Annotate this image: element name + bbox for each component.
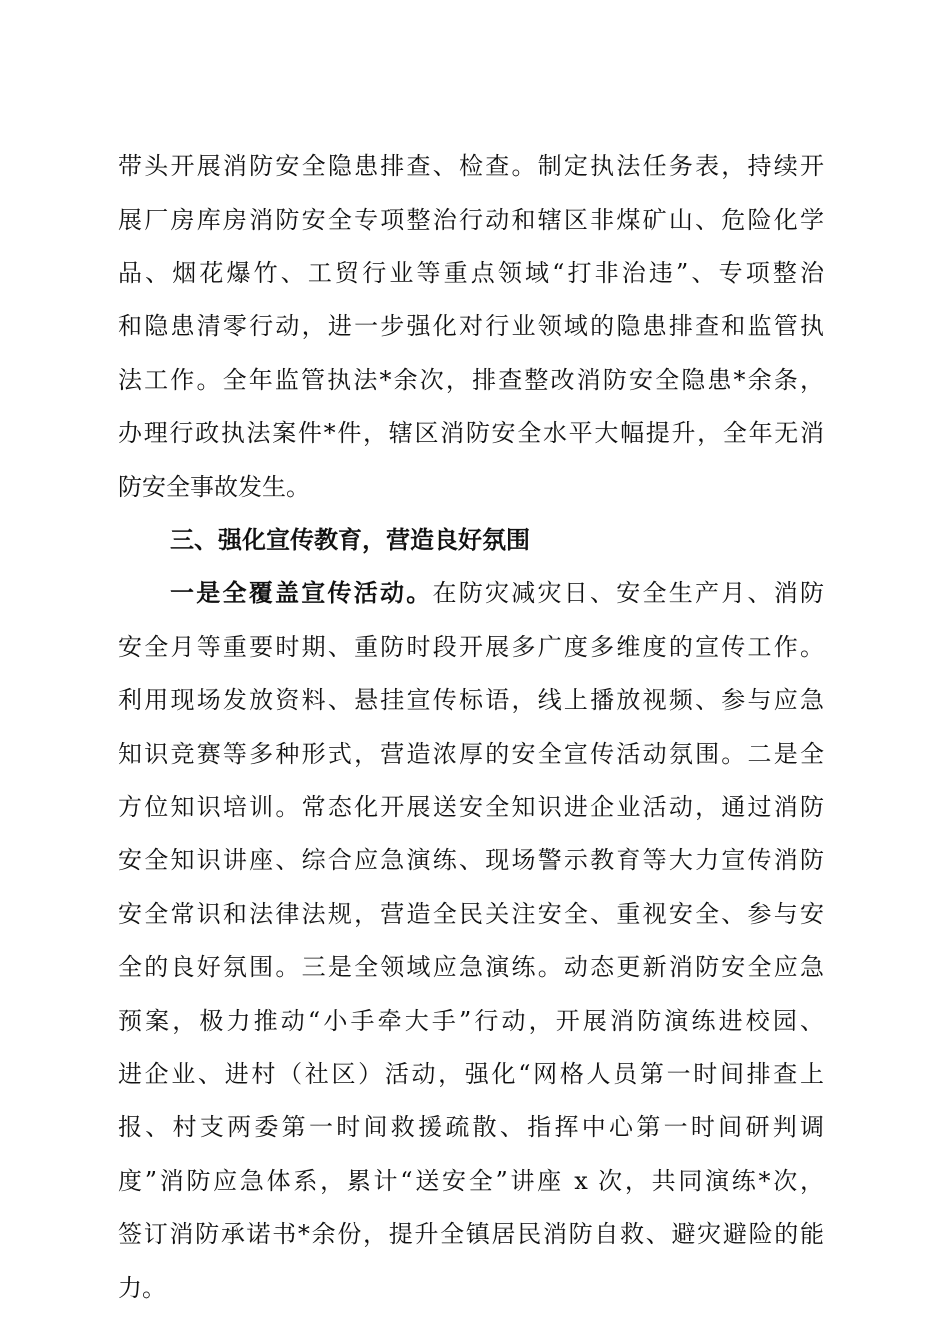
paragraph-1-line-7: 防安全事故发生。 — [118, 473, 310, 501]
paragraph-2-line-1-rest: 在防灾减灾日、安全生产月、消防 — [432, 579, 824, 607]
paragraph-2-line-13: 签订消防承诺书*余份，提升全镇居民消防自救、避灾避险的能 — [118, 1220, 824, 1248]
paragraph-1-line-5: 法工作。全年监管执法*余次，排查整改消防安全隐患*余条， — [118, 366, 824, 394]
paragraph-1-line-3: 品、烟花爆竹、工贸行业等重点领域“打非治违”、专项整治 — [118, 259, 824, 287]
paragraph-2-line-10: 进企业、进村（社区）活动，强化“网格人员第一时间排查上 — [118, 1060, 824, 1088]
paragraph-2-line-11: 报、村支两委第一时间救援疏散、指挥中心第一时间研判调 — [118, 1113, 824, 1141]
paragraph-2-line-2: 安全月等重要时期、重防时段开展多广度多维度的宣传工作。 — [118, 633, 824, 661]
paragraph-2-line-8: 全的良好氛围。三是全领域应急演练。动态更新消防安全应急 — [118, 953, 824, 981]
paragraph-2-line-14: 力。 — [118, 1274, 166, 1302]
paragraph-1-line-4: 和隐患清零行动，进一步强化对行业领域的隐患排查和监管执 — [118, 312, 824, 340]
section-heading: 三、强化宣传教育，营造良好氛围 — [170, 526, 530, 554]
paragraph-2-line-9: 预案，极力推动“小手牵大手”行动，开展消防演练进校园、 — [118, 1007, 824, 1035]
paragraph-1-line-2: 展厂房库房消防安全专项整治行动和辖区非煤矿山、危险化学 — [118, 206, 824, 234]
paragraph-2-inline-heading: 一是全覆盖宣传活动。 — [170, 578, 433, 607]
paragraph-2-line-5: 方位知识培训。常态化开展送安全知识进企业活动，通过消防 — [118, 793, 824, 821]
paragraph-2-line-4: 知识竞赛等多种形式，营造浓厚的安全宣传活动氛围。二是全 — [118, 740, 824, 768]
paragraph-2-line-1 — [170, 573, 824, 613]
paragraph-2-line-3: 利用现场发放资料、悬挂宣传标语，线上播放视频、参与应急 — [118, 686, 824, 714]
paragraph-2-line-12: 度”消防应急体系，累计“送安全”讲座 x 次，共同演练*次， — [118, 1167, 824, 1195]
paragraph-2-line-6: 安全知识讲座、综合应急演练、现场警示教育等大力宣传消防 — [118, 846, 824, 874]
paragraph-1-line-1: 带头开展消防安全隐患排查、检查。制定执法任务表，持续开 — [118, 152, 824, 180]
paragraph-1-line-6: 办理行政执法案件*件，辖区消防安全水平大幅提升，全年无消 — [118, 419, 824, 447]
paragraph-2-line-7: 安全常识和法律法规，营造全民关注安全、重视安全、参与安 — [118, 900, 824, 928]
